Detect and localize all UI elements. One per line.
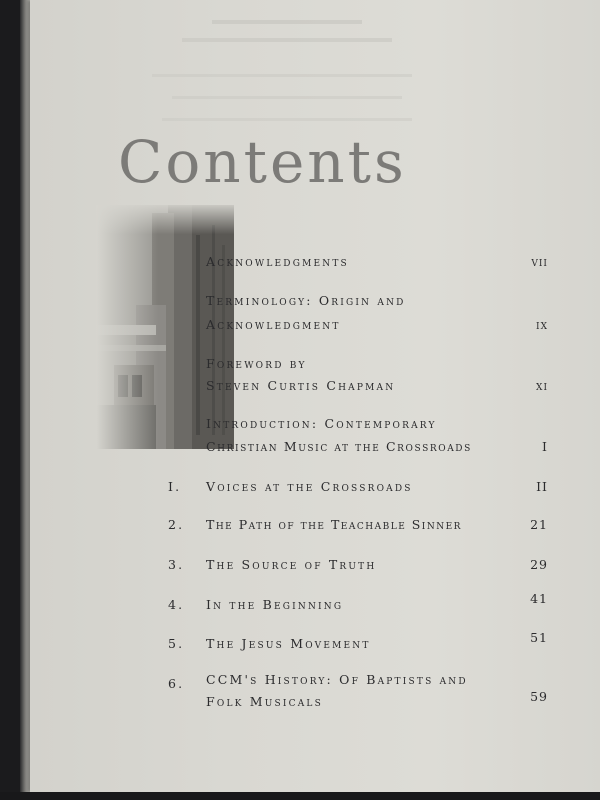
toc-page-number: vii bbox=[531, 254, 548, 269]
toc-page-number: 29 bbox=[530, 557, 548, 572]
book-page bbox=[30, 0, 600, 792]
toc-entry-title: Acknowledgments bbox=[206, 254, 349, 269]
toc-entry-title: Introduction: Contemporary bbox=[206, 416, 437, 431]
toc-entry-title-line2: Steven Curtis Chapman bbox=[206, 378, 396, 393]
toc-page-number: 41 bbox=[530, 591, 548, 606]
toc-chapter-number: 3. bbox=[168, 557, 185, 572]
toc-entry-title: The Path of the Teachable Sinner bbox=[206, 517, 462, 532]
toc-page-number: xi bbox=[536, 378, 548, 393]
toc-entry-title: CCM's History: Of Baptists and bbox=[206, 672, 468, 687]
toc-entry-title-line2: Christian Music at the Crossroads bbox=[206, 439, 472, 454]
show-through-text bbox=[142, 14, 442, 134]
toc-entry-title-line2: Acknowledgment bbox=[206, 317, 341, 332]
table-surface bbox=[0, 792, 600, 800]
toc-page-number: II bbox=[536, 479, 548, 494]
toc-chapter-number: I. bbox=[168, 479, 182, 494]
contents-heading: Contents bbox=[118, 128, 407, 196]
toc-chapter-number: 5. bbox=[168, 636, 185, 651]
toc-page-number: 21 bbox=[530, 517, 548, 532]
toc-chapter-number: 6. bbox=[168, 676, 185, 691]
toc-page-number: 59 bbox=[530, 689, 548, 704]
toc-entry-title: Terminology: Origin and bbox=[206, 293, 406, 308]
toc-entry-title: The Jesus Movement bbox=[206, 636, 371, 651]
book-spine-shadow bbox=[20, 0, 30, 800]
toc-entry-title: The Source of Truth bbox=[206, 557, 377, 572]
toc-entry-title: Foreword by bbox=[206, 356, 307, 371]
toc-entry-title: In the Beginning bbox=[206, 597, 344, 612]
toc-entry-title-line2: Folk Musicals bbox=[206, 694, 323, 709]
toc-page-number: ix bbox=[536, 317, 548, 332]
toc-entry-title: Voices at the Crossroads bbox=[206, 479, 413, 494]
show-through-lines bbox=[142, 14, 442, 134]
toc-page-number: I bbox=[542, 439, 548, 454]
toc-page-number: 51 bbox=[530, 630, 548, 645]
toc-chapter-number: 2. bbox=[168, 517, 185, 532]
toc-chapter-number: 4. bbox=[168, 597, 185, 612]
